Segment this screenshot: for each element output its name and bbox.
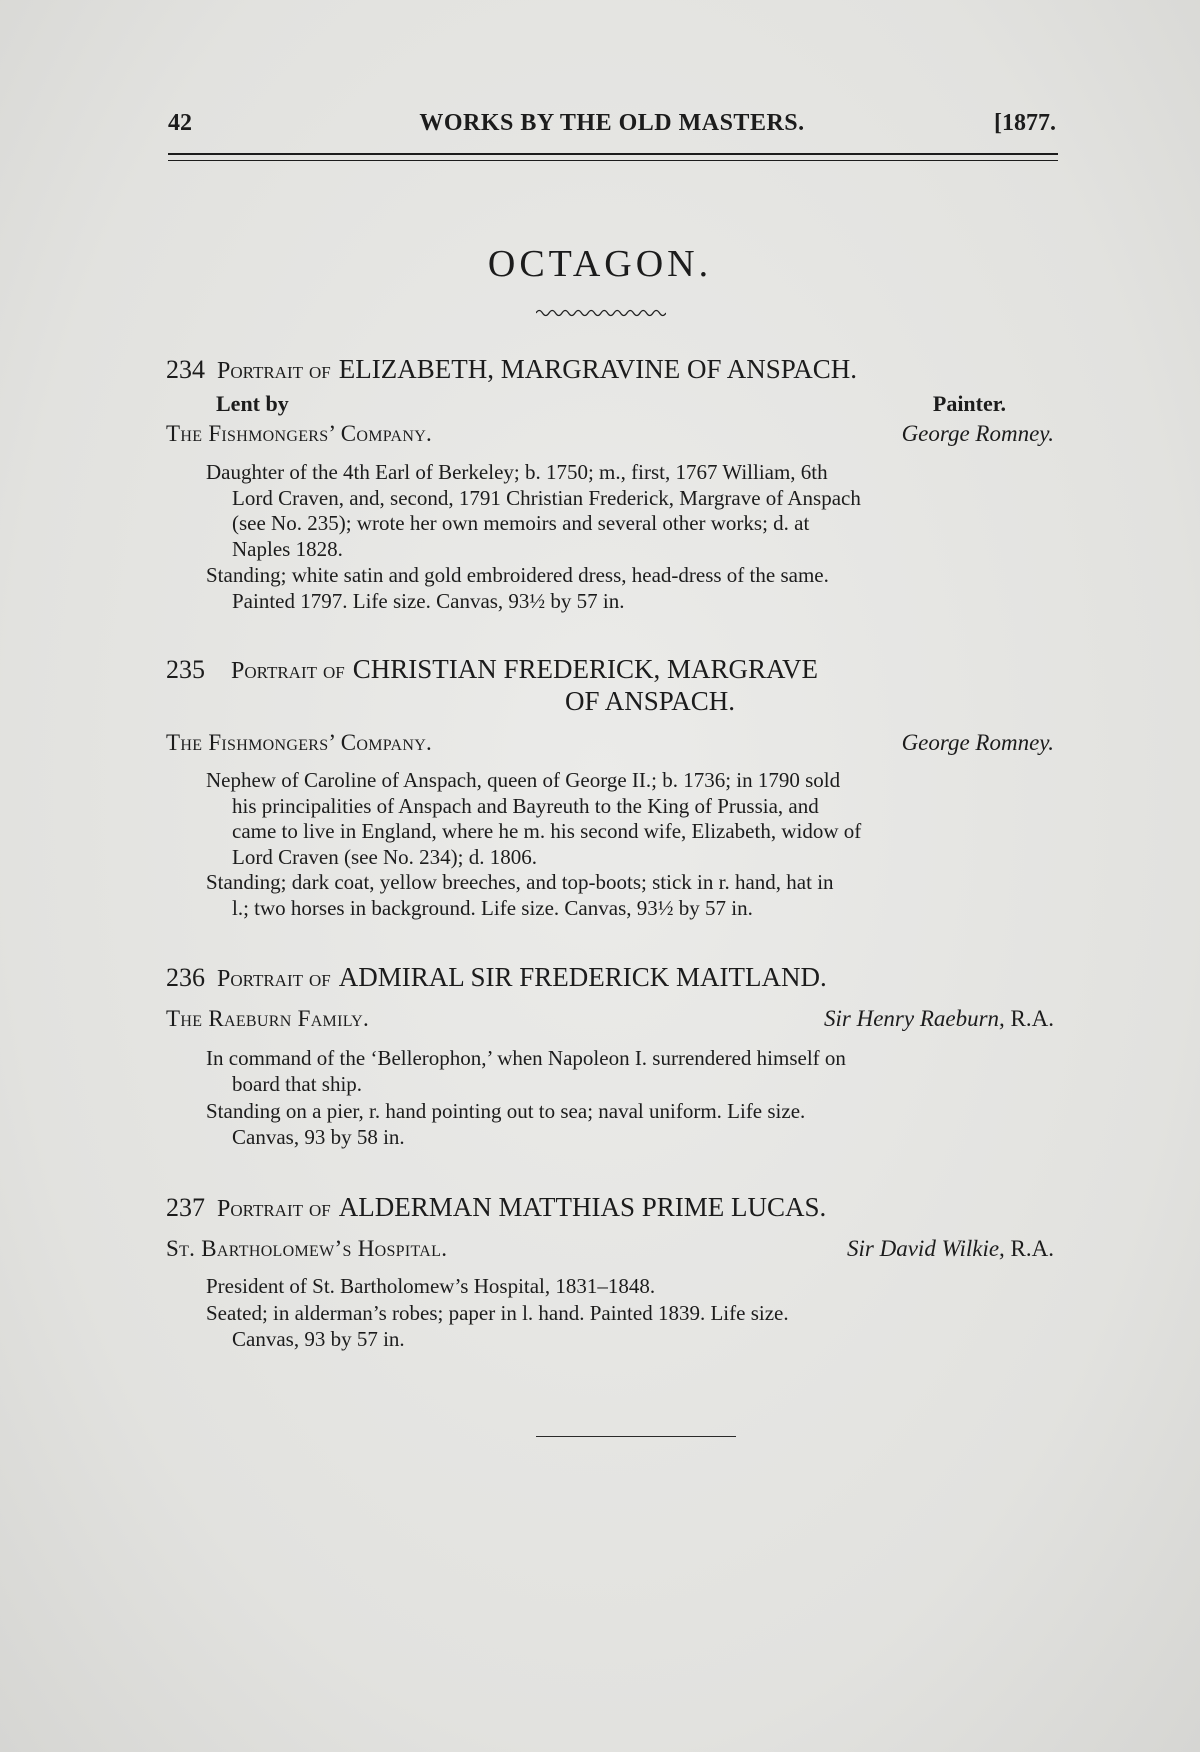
text-line: Canvas, 93 by 58 in. bbox=[232, 1124, 405, 1149]
column-labels bbox=[216, 391, 1006, 417]
entry-237-owner-line bbox=[166, 1236, 1054, 1262]
owner: The Fishmongers’ Company. bbox=[166, 421, 433, 446]
entry-234-owner-line bbox=[166, 421, 1054, 447]
painter bbox=[847, 1236, 1054, 1262]
entry-237-biography bbox=[206, 1274, 1048, 1300]
text-line: l.; two horses in background. Life size. Canvas, 93½ by 57 in. bbox=[232, 895, 753, 920]
header-rule-thick bbox=[168, 153, 1058, 155]
text-line: Standing on a pier, r. hand pointing out to sea; naval uniform. Life size. bbox=[206, 1099, 806, 1123]
entry-number: 237 bbox=[166, 1193, 205, 1222]
entry-234-description bbox=[206, 563, 1048, 614]
entry-235-heading bbox=[166, 654, 1058, 685]
header-rule-thin bbox=[168, 160, 1058, 161]
entry-234-heading bbox=[166, 354, 1058, 385]
painter-label: Painter. bbox=[932, 391, 1006, 416]
running-header bbox=[168, 110, 1056, 146]
painter-suffix: R.A. bbox=[1010, 1006, 1054, 1031]
end-rule bbox=[536, 1436, 736, 1437]
text-line: Lord Craven (see No. 234); d. 1806. bbox=[232, 844, 538, 869]
entry-subject: ALDERMAN MATTHIAS PRIME LUCAS. bbox=[338, 1192, 827, 1222]
entry-236-biography bbox=[206, 1046, 1048, 1097]
text-line: board that ship. bbox=[232, 1071, 363, 1096]
decorative-wavy-rule bbox=[536, 308, 666, 318]
entry-kind: Portrait of bbox=[217, 966, 331, 992]
entry-number: 236 bbox=[166, 963, 205, 992]
entry-subject: CHRISTIAN FREDERICK, MARGRAVE bbox=[352, 654, 819, 684]
text-line: Standing; dark coat, yellow breeches, and top-boots; stick in r. hand, hat in bbox=[206, 870, 834, 894]
text-line: President of St. Bartholomew’s Hospital, 1831–1848. bbox=[206, 1274, 656, 1298]
entry-237-heading bbox=[166, 1192, 1058, 1223]
entry-kind: Portrait of bbox=[231, 658, 345, 684]
text-line: Painted 1797. Life size. Canvas, 93½ by 57 in. bbox=[232, 588, 625, 613]
text-line: Lord Craven, and, second, 1791 Christian Frederick, Margrave of Anspach bbox=[232, 485, 861, 510]
entry-235-owner-line bbox=[166, 730, 1054, 756]
text-line: came to live in England, where he m. his second wife, Elizabeth, widow of bbox=[232, 819, 862, 843]
entry-kind: Portrait of bbox=[217, 358, 331, 384]
painter-name: Sir David Wilkie, bbox=[847, 1236, 1005, 1261]
entry-235-biography bbox=[206, 768, 1048, 870]
owner: The Fishmongers’ Company. bbox=[166, 730, 433, 755]
painter-suffix: R.A. bbox=[1010, 1236, 1054, 1261]
text-line: his principalities of Anspach and Bayreuth to the King of Prussia, and bbox=[232, 793, 819, 818]
painter-name: Sir Henry Raeburn, bbox=[824, 1006, 1005, 1031]
text-line: Canvas, 93 by 57 in. bbox=[232, 1326, 405, 1351]
section-title: OCTAGON. bbox=[487, 243, 713, 285]
entry-235-description bbox=[206, 870, 1048, 921]
entry-kind: Portrait of bbox=[217, 1196, 331, 1222]
lent-by-label: Lent by bbox=[216, 391, 289, 416]
entry-236-heading bbox=[166, 962, 1058, 993]
running-year: [1877. bbox=[994, 110, 1056, 136]
entry-235-heading-continued: OF ANSPACH. bbox=[564, 686, 736, 716]
entry-234-biography bbox=[206, 460, 1048, 562]
entry-236-owner-line bbox=[166, 1006, 1054, 1032]
text-line: (see No. 235); wrote her own memoirs and several other works; d. at bbox=[232, 511, 810, 535]
entry-236-description bbox=[206, 1099, 1048, 1150]
entry-subject: ELIZABETH, MARGRAVINE OF ANSPACH. bbox=[338, 354, 858, 384]
entry-237-description bbox=[206, 1301, 1048, 1352]
painter: George Romney. bbox=[901, 730, 1054, 755]
text-line: In command of the ‘Bellerophon,’ when Napoleon I. surrendered himself on bbox=[206, 1046, 846, 1070]
text-line: Seated; in alderman’s robes; paper in l. hand. Painted 1839. Life size. bbox=[206, 1301, 789, 1325]
painter bbox=[824, 1006, 1054, 1032]
text-line: Naples 1828. bbox=[232, 536, 343, 561]
owner: St. Bartholomew’s Hospital. bbox=[166, 1236, 448, 1261]
text-line: Standing; white satin and gold embroidered dress, head-dress of the same. bbox=[206, 563, 829, 587]
running-title: WORKS BY THE OLD MASTERS. bbox=[419, 110, 805, 136]
entry-number: 235 bbox=[166, 655, 205, 684]
painter: George Romney. bbox=[901, 421, 1054, 446]
page-number: 42 bbox=[168, 110, 192, 136]
entry-number: 234 bbox=[166, 355, 205, 384]
text-line: Daughter of the 4th Earl of Berkeley; b. 1750; m., first, 1767 William, 6th bbox=[206, 460, 828, 484]
entry-subject: ADMIRAL SIR FREDERICK MAITLAND. bbox=[338, 962, 827, 992]
owner: The Raeburn Family. bbox=[166, 1006, 370, 1031]
text-line: Nephew of Caroline of Anspach, queen of George II.; b. 1736; in 1790 sold bbox=[206, 768, 841, 792]
